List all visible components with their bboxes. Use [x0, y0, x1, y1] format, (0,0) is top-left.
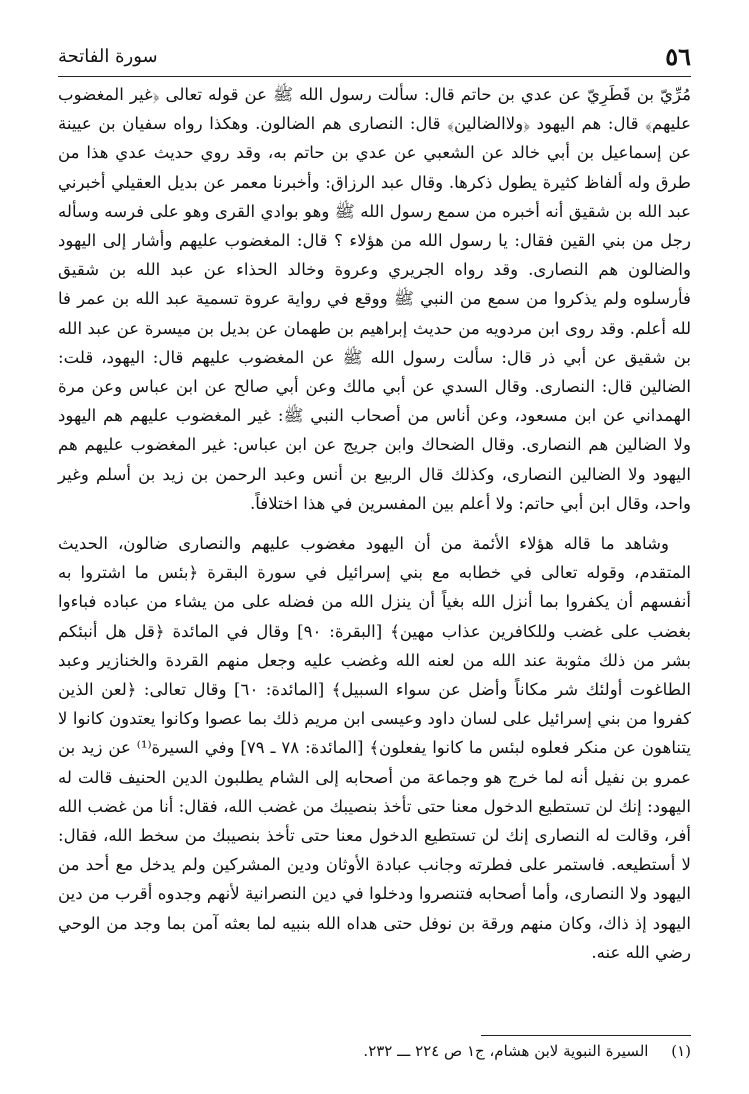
footnote [58, 1040, 691, 1062]
running-title: سورة الفاتحة [58, 45, 158, 67]
footnote-text: السيرة النبوية لابن هشام، ج١ ص ٢٢٤ ـــ ٢٣٢. [363, 1042, 649, 1060]
page-header [58, 38, 691, 74]
footnote-rule [481, 1035, 691, 1036]
paragraph-1: مُرِّيّ بن قَطَرِيّ عن عدي بن حاتم قال: سألت رسول الله ﷺ عن قوله تعالى ﴿غير المغضوب عليهم﴾ قال: هم اليهود ﴿ولاالضالين﴾ قال: النصارى هم الضالون. وهكذا رواه سفيان بن عيينة عن إسماعيل بن أبي خالد عن الشعبي عن عدي بن حاتم به، وقد روي حديث عدي هذا من طرق وله ألفاظ كثيرة يطول ذكرها. وقال عبد الرزاق: وأخبرنا معمر عن بديل العقيلي أخبرني عبد الله بن شقيق أنه أخبره من سمع رسول الله ﷺ وهو بوادي القرى وهو على فرسه وسأله رجل من بني القين فقال: يا رسول الله من هؤلاء ؟ قال: المغضوب عليهم وأشار إلى اليهود والضالون هم النصارى. وقد رواه الجريري وعروة وخالد الحذاء عن عبد الله بن شقيق فأرسلوه ولم يذكروا من سمع من النبي ﷺ ووقع في رواية عروة تسمية عبد الله بن عمر فا لله أعلم. وقد روى ابن مردويه من حديث إبراهيم بن طهمان عن بديل بن ميسرة عن عبد الله بن شقيق عن أبي ذر قال: سألت رسول الله ﷺ عن المغضوب عليهم قال: اليهود، قلت: الضالين قال: النصارى. وقال السدي عن أبي مالك وعن أبي صالح عن ابن عباس وعن مرة الهمداني عن ابن مسعود، وعن أناس من أصحاب النبي ﷺ: غير المغضوب عليهم هم اليهود ولا الضالين هم النصارى. وقال الضحاك وابن جريج عن ابن عباس: غير المغضوب عليهم هم اليهود ولا الضالين النصارى، وكذلك قال الربيع بن أنس وعبد الرحمن بن زيد بن أسلم وغير واحد، وقال ابن أبي حاتم: ولا أعلم بين المفسرين في هذا اختلافاً. [58, 85, 691, 513]
body-text [58, 80, 691, 967]
header-rule [58, 76, 691, 77]
page-number: ٥٦ [665, 41, 691, 71]
paragraph-2: وشاهد ما قاله هؤلاء الأئمة من أن اليهود مغضوب عليهم والنصارى ضالون، الحديث المتقدم، وقوله تعالى في خطابه مع بني إسرائيل في سورة البقرة ﴿بئس ما اشتروا به أنفسهم أن يكفروا بما أنزل الله بغياً أن ينزل الله من فضله على من يشاء من عباده فباءوا بغضب على غضب وللكافرين عذاب مهين﴾ [البقرة: ٩٠] وقال في المائدة ﴿قل هل أنبئكم بشر من ذلك مثوبة عند الله من لعنه الله وغضب عليه وجعل منهم القردة والخنازير وعبد الطاغوت أولئك شر مكاناً وأضل عن سواء السبيل﴾ [المائدة: ٦٠] وقال تعالى: ﴿لعن الذين كفروا من بني إسرائيل على لسان داود وعيسى ابن مريم ذلك بما عصوا وكانوا يعتدون كانوا لا يتناهون عن منكر فعلوه لبئس ما كانوا يفعلون﴾ [المائدة: ٧٨ ـ ٧٩] وفي السيرة⁽¹⁾ عن زيد بن عمرو بن نفيل أنه لما خرج هو وجماعة من أصحابه إلى الشام يطلبون الدين الحنيف قالت له اليهود: إنك لن تستطيع الدخول معنا حتى تأخذ بنصيبك من غضب الله، فقال: أنا من غضب الله أفر، وقالت له النصارى إنك لن تستطيع الدخول معنا حتى تأخذ بنصيبك من سخط الله، فقال: لا أستطيعه. فاستمر على فطرته وجانب عبادة الأوثان ودين المشركين ولم يدخل مع أحد من اليهود ولا النصارى، وأما أصحابه فتنصروا ودخلوا في دين النصرانية لأنهم وجدوه أقرب من دين اليهود إذ ذاك، وكان منهم ورقة بن نوفل حتى هداه الله بنبيه لما بعثه آمن بما وجد من الوحي رضي الله عنه. [58, 534, 692, 962]
footnote-number: (١) [671, 1042, 691, 1060]
